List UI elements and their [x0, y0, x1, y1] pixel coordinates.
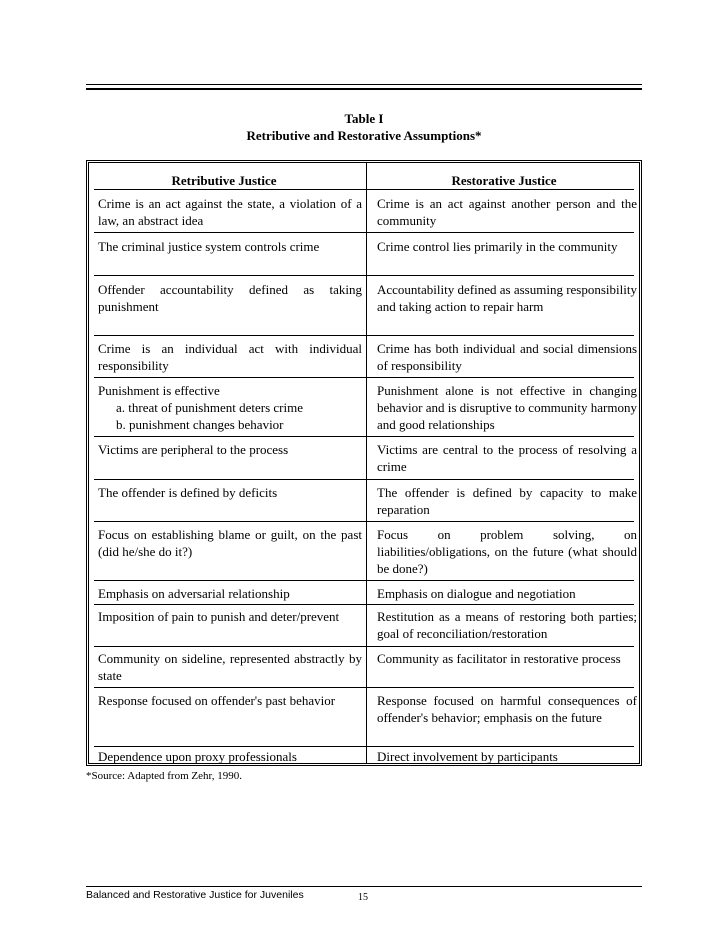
retributive-cell: Crime is an act against the state, a violation of a law, an abstract idea	[98, 196, 362, 228]
table-subtitle: Retributive and Restorative Assumptions*	[246, 128, 482, 143]
restorative-cell: Accountability defined as assuming responsibility and taking action to repair harm	[377, 282, 637, 314]
restorative-cell: Direct involvement by participants	[377, 749, 558, 764]
restorative-cell: The offender is defined by capacity to make reparation	[377, 485, 637, 517]
row-divider	[94, 377, 634, 378]
retributive-cell	[98, 382, 362, 433]
source-note: *Source: Adapted from Zehr, 1990.	[86, 770, 242, 782]
retributive-cell: Dependence upon proxy professionals	[98, 749, 297, 764]
restorative-cell: Emphasis on dialogue and negotiation	[377, 586, 576, 601]
retributive-cell: Victims are peripheral to the process	[98, 442, 289, 457]
retributive-cell: Response focused on offender's past behavior	[98, 693, 336, 708]
restorative-cell: Victims are central to the process of resolving a crime	[377, 442, 637, 474]
retributive-cell: Offender accountability defined as taking punishment	[98, 282, 362, 314]
restorative-cell: Punishment alone is not effective in changing behavior and is disruptive to community harmony and good relationships	[377, 383, 637, 432]
retributive-cell: Crime is an individual act with individual responsibility	[98, 341, 362, 373]
restorative-cell: Crime is an act against another person and the community	[377, 196, 637, 228]
retributive-cell: Focus on establishing blame or guilt, on the past (did he/she do it?)	[98, 527, 362, 559]
row-divider	[94, 335, 634, 336]
restorative-cell: Focus on problem solving, on liabilities/obligations, on the future (what should be done?)	[377, 527, 637, 576]
footer-publication-title: Balanced and Restorative Justice for Juveniles	[86, 889, 304, 901]
retributive-cell: Community on sideline, represented abstractly by state	[98, 651, 362, 683]
restorative-cell: Response focused on harmful consequences of offender's behavior; emphasis on the future	[377, 693, 637, 725]
top-rule-thick	[86, 88, 642, 90]
row-divider	[94, 232, 634, 233]
row-divider	[94, 580, 634, 581]
punishment-subitem: b. punishment changes behavior	[116, 417, 284, 432]
punishment-effective-text: Punishment is effective	[98, 383, 220, 398]
restorative-cell: Restitution as a means of restoring both parties; goal of reconciliation/restoration	[377, 609, 637, 641]
top-rule-thin	[86, 84, 642, 85]
retributive-cell: The offender is defined by deficits	[98, 485, 278, 500]
header-restorative: Restorative Justice	[451, 173, 557, 188]
header-retributive: Retributive Justice	[171, 173, 277, 188]
row-divider	[94, 646, 634, 647]
restorative-cell: Crime has both individual and social dimensions of responsibility	[377, 341, 637, 373]
retributive-cell: Emphasis on adversarial relationship	[98, 586, 290, 601]
row-divider	[94, 687, 634, 688]
footer-rule	[86, 886, 642, 887]
row-divider	[94, 275, 634, 276]
retributive-cell: The criminal justice system controls crime	[98, 239, 320, 254]
retributive-cell: Imposition of pain to punish and deter/prevent	[98, 609, 340, 624]
restorative-cell: Crime control lies primarily in the community	[377, 239, 618, 254]
table-header-row	[89, 163, 639, 189]
column-divider	[366, 163, 367, 763]
assumptions-table	[86, 160, 642, 766]
row-divider	[94, 604, 634, 605]
punishment-subitem: a. threat of punishment deters crime	[116, 400, 303, 415]
row-divider	[94, 189, 634, 190]
row-divider	[94, 436, 634, 437]
row-divider	[94, 479, 634, 480]
row-divider	[94, 746, 634, 747]
row-divider	[94, 521, 634, 522]
page-number: 15	[358, 892, 368, 903]
restorative-cell: Community as facilitator in restorative process	[377, 651, 621, 666]
table-title: Table I	[344, 111, 384, 126]
